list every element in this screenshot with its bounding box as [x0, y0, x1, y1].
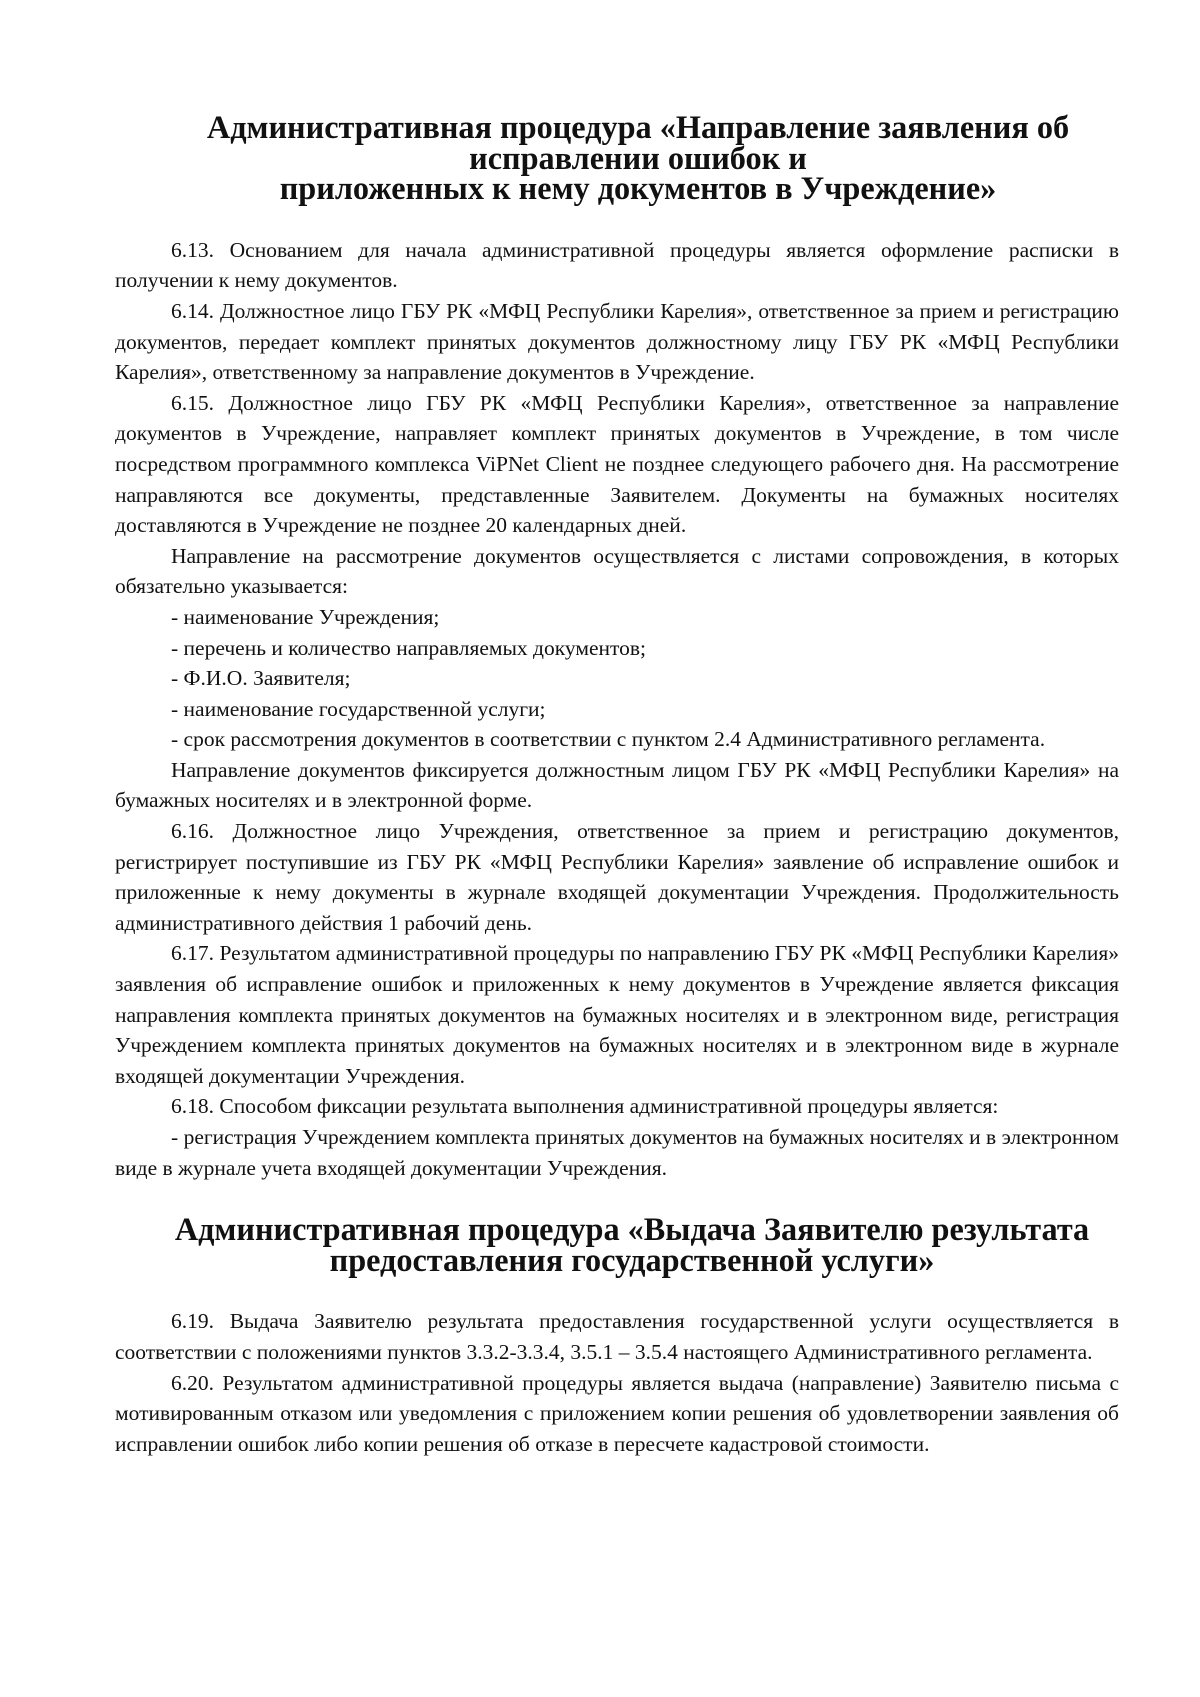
section-1-heading	[115, 109, 1119, 207]
list-item-document-list: - перечень и количество направляемых документов;	[171, 635, 646, 660]
list-item-institution-name: - наименование Учреждения;	[171, 604, 440, 629]
list-item-review-term: - срок рассмотрения документов в соответствии с пунктом 2.4 Административного регламента.	[171, 727, 1046, 752]
paragraph-routing-record: Направление документов фиксируется должностным лицом ГБУ РК «МФЦ Республики Карелия» на бумажных носителях и в электронной форме.	[115, 757, 1119, 813]
paragraph-6-14: 6.14. Должностное лицо ГБУ РК «МФЦ Республики Карелия», ответственное за прием и регистрацию документов, передает комплект принятых документов должностному лицу ГБУ РК «МФЦ Республики Карелия», ответственному за направление документов в Учреждение.	[115, 298, 1119, 385]
paragraph-6-18: 6.18. Способом фиксации результата выполнения административной процедуры является:	[171, 1094, 999, 1119]
section-2-heading-line-2: предоставления государственной услуги»	[329, 1241, 935, 1278]
spacer	[115, 204, 1119, 235]
spacer	[115, 1183, 1119, 1214]
paragraph-6-20: 6.20. Результатом административной процедуры является выдача (направление) Заявителю письма с мотивированным отказом или уведомления с приложением копии решения об удовлетворении заявления об исправлении ошибок либо копии решения об отказе в пересчете кадастровой стоимости.	[115, 1370, 1119, 1456]
paragraph-6-16: 6.16. Должностное лицо Учреждения, ответственное за прием и регистрацию документов, регистрирует поступившие из ГБУ РК «МФЦ Республики Карелия» заявление об исправление ошибок и приложенные к нему документы в журнале входящей документации Учреждения. Продолжительность административного действия 1 рабочий день.	[115, 819, 1119, 935]
spacer	[115, 1275, 1119, 1306]
document-page	[115, 109, 1119, 1459]
section-2-heading-line-1: Административная процедура «Выдача Заявителю результата	[174, 1211, 1090, 1248]
list-item-service-name: - наименование государственной услуги;	[171, 696, 546, 721]
paragraph-6-17: 6.17. Результатом административной процедуры по направлению ГБУ РК «МФЦ Республики Карелия» заявления об исправление ошибок и приложенных к нему документов в Учреждение является фиксация направления комплекта принятых документов на бумажных носителях и в электронном виде, регистрация Учреждением комплекта принятых документов на бумажных носителях и в электронном виде в журнале входящей документации Учреждения.	[115, 941, 1119, 1088]
paragraph-routing-intro: Направление на рассмотрение документов осуществляется с листами сопровождения, в которых обязательно указывается:	[115, 543, 1119, 599]
list-item-registration: - регистрация Учреждением комплекта принятых документов на бумажных носителях и в электронном виде в журнале учета входящей документации Учреждения.	[115, 1125, 1119, 1180]
section-1-heading-line-1: Административная процедура «Направление заявления об исправлении ошибок и	[206, 109, 1070, 176]
paragraph-6-15: 6.15. Должностное лицо ГБУ РК «МФЦ Республики Карелия», ответственное за направление документов в Учреждение, направляет комплект принятых документов в Учреждение, в том числе посредством программного комплекса ViPNet Client не позднее следующего рабочего дня. На рассмотрение направляются все документы, представленные Заявителем. Документы на бумажных носителях доставляются в Учреждение не позднее 20 календарных дней.	[115, 390, 1119, 538]
section-2-heading	[115, 1211, 1119, 1278]
list-item-applicant-name: - Ф.И.О. Заявителя;	[171, 666, 351, 691]
paragraph-6-13: 6.13. Основанием для начала административной процедуры является оформление расписки в получении к нему документов.	[115, 237, 1119, 293]
section-1-heading-line-2: приложенных к нему документов в Учреждение»	[279, 170, 997, 207]
paragraph-6-19: 6.19. Выдача Заявителю результата предоставления государственной услуги осуществляется в соответствии с положениями пунктов 3.3.2-3.3.4, 3.5.1 – 3.5.4 настоящего Административного регламента.	[115, 1309, 1119, 1364]
